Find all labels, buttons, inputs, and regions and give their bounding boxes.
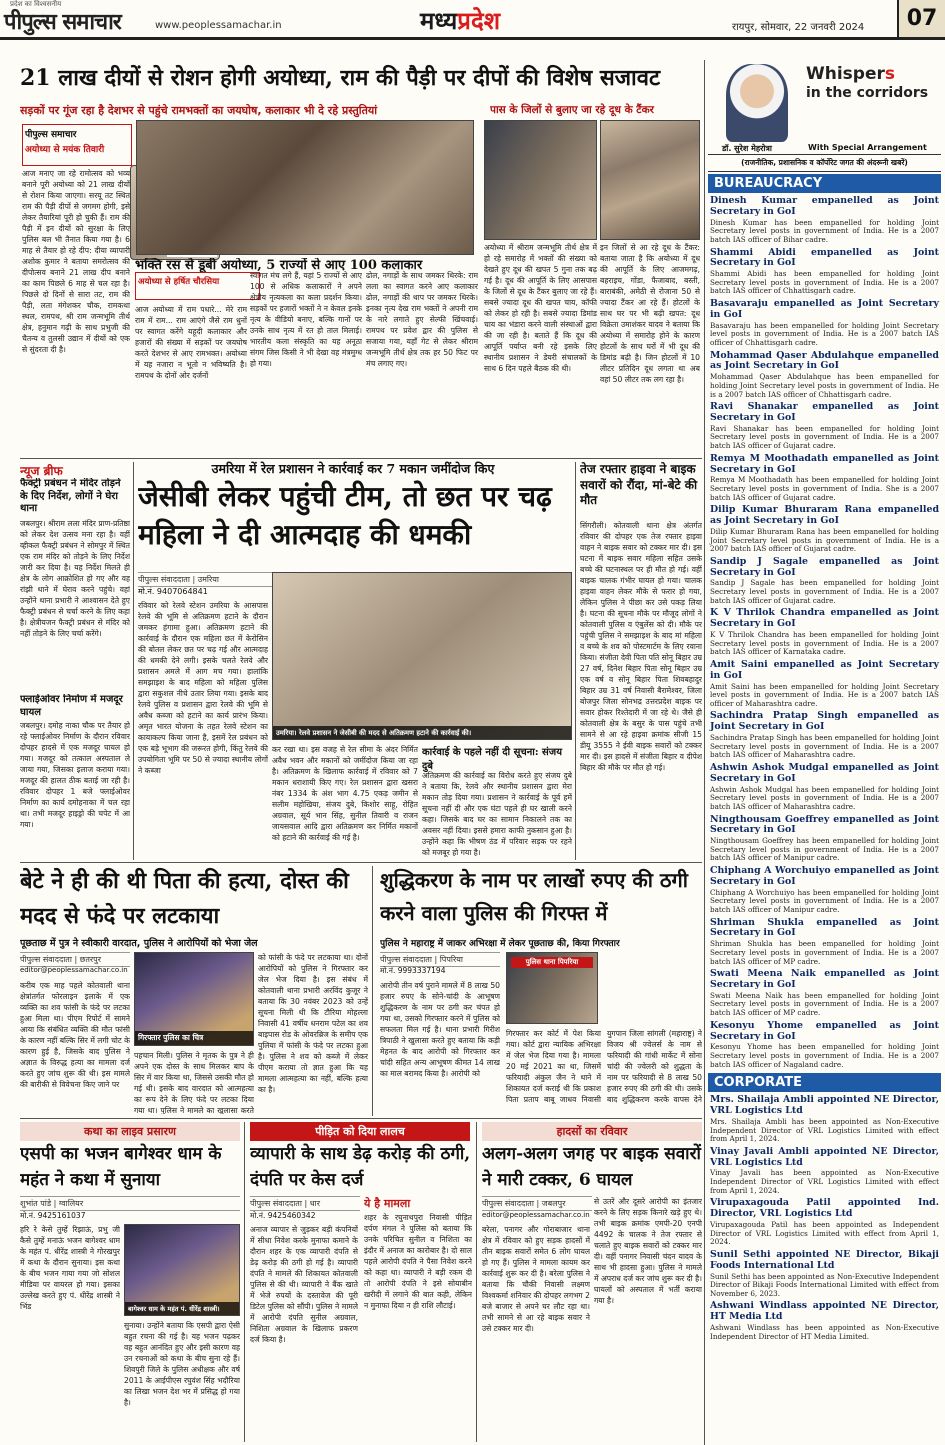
list-item[interactable] bbox=[708, 968, 941, 1020]
item-body: Ashwani Windlass has been appointed as Non-Executive Independent Director of HT Media Limited. bbox=[710, 1323, 939, 1341]
police-station-photo bbox=[506, 952, 598, 1024]
item-body: Dilip Kumar Bhuraram Rana has been empanelled for holding Joint Secretary level posts in government of India. He is a 2007 batch IAS officer of Gujarat cadre. bbox=[710, 526, 939, 554]
businessman-col-1: अनाज व्यापार से जुड़कर बड़ी कंपनियों में सीधा निवेश करके मुनाफा कमाने के दौरान शहर के एक व्यापारी दंपति से डेढ़ करोड़ की ठगी हो गई है। व्यापारी दंपति ने मामले की शिकायत कोतवाली पुलिस से की थी। व्यापारी ने बैंक खाते में भेजे रुपयों के दस्तावेज की पूरी डिटेल पुलिस को सौंपी। पुलिस ने मामले में आरोपी दंपति सुनील अग्रवाल, निशिता अग्रवाल के खिलाफ प्रकरण दर्ज किया है। bbox=[250, 1225, 358, 1344]
bike-col-1: बरेला, पनागर और गोराबाजार थाना क्षेत्र में रविवार को हुए सड़क हादसों में तीन बाइक सवारों समेत 6 लोग घायल हो गए हैं। पुलिस ने मामला कायम कर कार्रवाई शुरू कर दी है। बरेला पुलिस ने बताया कि चौकी निवासी लक्ष्मण विश्वकर्मा शनिवार की दोपहर लगभग 2 बजे बाजार से अपने घर लौट रहा था। तभी सामने से आ रहे बाइक सवार ने उसे टक्कर मार दी। bbox=[482, 1225, 590, 1333]
umaria-col-1: रविवार को रेलवे स्टेशन उमरिया के आसपास रेलवे की भूमि से अतिक्रमण हटाने के दौरान जमकर हंगामा हुआ। अतिक्रमण हटाने की कार्रवाई के दौरान एक महिला छत में केरोसिन की बोतल लेकर छत पर चढ़ गई और आत्मदाह की धमकी देने लगी। इसके चलते रेलवे और प्रशासन अमले में आग मच गया। हालांकि समझाइश के बाद महिला को महिला पुलिस द्वारा सकुशल नीचे उतार लिया गया। इसके बाद रेलवे पुलिस व प्रशासन द्वारा रेलवे की भूमि से अवैध कब्जा को हटाने का कार्य प्रारंभ किया। अमृत भारत योजना के तहत रेलवे स्टेशन का कायाकल्प किया जाना है, इसमें रेल प्रबंधन को एक बड़े भूभाग की जरूरत होगी, किंतु रेलवे की उपयोगिता भूमि पर 50 से ज्यादा स्थानीय लोगों ने कब्जा bbox=[138, 601, 268, 775]
sub-byline: अयोध्या से हर्षित चौरसिया bbox=[138, 277, 220, 287]
father-col-3: को फांसी के फंदे पर लटकाया था। दोनों आरोपियों को पुलिस ने गिरफ्तार कर जेल भेज दिया है। इस संबंध में कोतवाली थाना प्रभारी अरविंद कुजूर ने बताया कि 30 नवंबर 2023 को उन्हें सूचना मिली थी कि टौरिया मोहल्ला निवासी 41 वर्षीय धनराम पटेल का शव बाइपास रोड के ओवरब्रिज के समीप एक पुलिया में फांसी के फंदे पर लटका हुआ है। पुलिस ने शव को कब्जे में लेकर पीएम कराया तो ज्ञात हुआ कि यह मामला आत्महत्या का नहीं, बल्कि हत्या का है। bbox=[258, 953, 368, 1094]
lead-kicker-right: पास के जिलों से बुलाए जा रहे दूध के टैंकर bbox=[490, 104, 654, 116]
item-body: Shriman Shukla has been empanelled for holding Joint Secretary level posts in government of India. He is a 2007 batch IAS officer of MP cadre. bbox=[710, 939, 939, 966]
lead-headline[interactable]: 21 लाख दीयों से रोशन होगी अयोध्या, राम की पैड़ी पर दीपों की विशेष सजावट bbox=[20, 65, 661, 91]
byline-author: अयोध्या से मयंक तिवारी bbox=[25, 145, 105, 155]
page-number: 07 bbox=[897, 0, 945, 38]
item-headline[interactable]: Mrs. Shailaja Ambli appointed NE Director, VRL Logistics Ltd bbox=[710, 1094, 939, 1117]
bike-tag: हादसों का रविवार bbox=[482, 1122, 702, 1141]
item-headline[interactable]: Swati Meena Naik empanelled as Joint Secretary in GoI bbox=[710, 968, 939, 991]
fraud-place: पिपरिया bbox=[439, 955, 463, 964]
truck-body: सिंगरौली। कोतवाली थाना क्षेत्र अंतर्गत रविवार की दोपहर एक तेज रफ्तार हाइवा वाहन ने बाइक सवार को टक्कर मार दी। इस घटना में बाइक सवार महिला सहित उसके बच्चे की घटनास्थल पर ही मौत हो गई। वहीं बाइक चालक गंभीर घायल हो गया। चालक हाइवा वाहन लेकर मौके से फरार हो गया, लेकिन पुलिस ने पीछा कर उसे पकड़ लिया है। घटना की सूचना मौके पर मौजूद लोगों ने कोतवाली पुलिस व एंबुलेंस को दी। मौके पर पहुंची पुलिस ने समझाइश के बाद मां महिला व बच्चे के शव को पोस्टमार्टम के लिए रवाना किया। संजीता देवी पिता पति सोनू बिहार उम्र 27 वर्ष, दिनेश बिहार पिता सोनू बिहार उम्र एक वर्ष व सोनू बिहार पिता शिवबहादुर बिहार उम्र 31 वर्ष निवासी बैरामेश्वर, जिला बोजपुर जिला सोनभद्र उत्तरप्रदेश बाइक पर सवार होकर रिश्तेदारी में जा रहे थे। जैसे ही कोतवाली क्षेत्र के बसुर के पास पहुंचे तभी सामने से आ रहे हाइवा क्रमांक सीजी 15 डीयू 3555 ने ईवी बाइक सवारों को टक्कर मार दी। इस हादसे में संजीता बिहार व दीपेश बिहार की मौके पर मौत हो गई। bbox=[580, 521, 702, 772]
list-item[interactable] bbox=[708, 710, 941, 762]
list-item[interactable] bbox=[708, 1300, 941, 1343]
list-item[interactable] bbox=[708, 298, 941, 350]
fraud-sub: पुलिस ने महाराष्ट्र में जाकर अभिरक्षा में लेकर पूछताछ की, किया गिरफ्तार bbox=[380, 939, 620, 949]
masthead-tagline: प्रदेश का विश्वसनीय bbox=[10, 0, 62, 8]
father-col-1: करीब एक माह पहले कोतवाली थाना क्षेत्रांतर्गत फोरलाइन इलाके में एक व्यक्ति का शव फांसी के फंदे पर लटका हुआ मिला था। पीएम रिपोर्ट में सामने आया कि संबंधित व्यक्ति की मौत फांसी के कारण नहीं बल्कि सिर में लगी चोट के कारण हुई है, जिसके बाद पुलिस ने अज्ञात के विरुद्ध हत्या का मामला दर्ज करते हुए जांच शुरू की थी। इस मामले की बारीकी से विवेचना किए जाने पर bbox=[20, 981, 130, 1089]
item-headline[interactable]: Remya M Moothadath empanelled as Joint Secretary in GoI bbox=[710, 452, 939, 475]
umaria-col-2: कर रखा था। इस वजह से रेल सीमा के अंदर निर्मित अवैध भवन और मकानों को जमींदोज किया जा रहा है। अतिक्रमण के खिलाफ कार्रवाई में रविवार को 7 मकान धराशायी किए गए। रेल प्रशासन द्वारा खसरा नंबर 1334 के अंश भाग 4.75 एकड़ जमीन से सलीम महोखिया, संजय दुबे, किशोर साहू, रोहित अग्रवाल, सूर्य भान सिंह, सुनील तिवारी व राजन जायसवाल आदि द्वारा अतिक्रमण कर निर्मित मकानों को हटाने की कार्रवाई की गई है। bbox=[272, 745, 418, 842]
dhirendra-photo bbox=[124, 1224, 240, 1316]
lead-body: आज मनाए जा रहे रामोत्सव को भव्य बनाने पूरी अयोध्या को 21 लाख दीयों से रोशन किया जाएगा। सरयू तट स्थित राम की पैड़ी दीपों से जगमग होगी, इसे लेकर तैयारियां पूरी हो चुकी हैं। राम की पैड़ी में इन दीयों को सुरक्षा के लिए पुलिस बल भी तैनात किया गया है। 6 माह से तैयार हो रहे दीप: दीया व्यापारी अशोक कुमार ने बताया समरोत्सव की दीपोत्सव बनाने 21 लाख दीप बनाने का काम पिछले 6 माह से चल रहा है। पिछले दो दिनों से सारा तट, राम की पैड़ी, लता मंगेशकर चौक, रामकथा स्थल, रामपथ, श्री राम जन्मभूमि तीर्थ क्षेत्र, हनुमान गढ़ी के साथ प्रभुजी की चैतन्य व तुलसी उद्यान में दीयों को एक से सुंदरता दी है। bbox=[22, 169, 130, 354]
item-body: K V Thrilok Chandra has been empanelled for holding Joint Secretary level posts in government of India. He is a 2007 batch IAS officer of Karnataka cadre. bbox=[710, 630, 939, 657]
item-body: Ravi Shanakar has been empanelled for holding Joint Secretary level posts in government of India. He is a 2007 batch IAS officer of Gujarat cadre. bbox=[710, 423, 939, 451]
newsbrief-body-2: जबलपुर। दमोह नाका चौक पर तैयार हो रहे फ्लाईओवर निर्माण के दौरान रविवार दोपहर हादसे में एक मजदूर घायल हो गया। मजदूर को तत्काल अस्पताल ले जाया गया, जिसका इलाज कराया गया। मजदूर की हालत ठीक बताई जा रही है। रविवार दोपहर 1 बजे फ्लाईओवर निर्माण का कार्य दमोहनाका में चल रहा था। तभी मजदूर हाइड्रो की चपेट में आ गया। bbox=[20, 721, 130, 829]
whispers-column bbox=[708, 60, 941, 1445]
special-arrangement: With Special Arrangement bbox=[808, 143, 927, 152]
corporate-list bbox=[708, 1094, 941, 1343]
item-headline[interactable]: Ravi Shanakar empanelled as Joint Secretary in GoI bbox=[710, 401, 939, 423]
katha-col-1: हरि रे केसे तुम्हें रिझाऊं, प्रभु जी कैसे तुम्हें मनाऊं भजन बागेश्वर धाम के महंत पं. धीरेंद्र शास्त्री ने गोरखपुर में कथा के दौरान सुनाया। इस कथा के बीच भजन गाया गया जो सोशल मीडिया पर वायरल हो गया। इसका उल्लेख करते हुए पं. धीरेंद्र शास्त्री ने भिंड bbox=[20, 1225, 120, 1311]
item-headline[interactable]: Ashwani Windlass appointed NE Director, HT Media Ltd bbox=[710, 1300, 939, 1323]
byline-brand: पीपुल्स समाचार bbox=[25, 130, 77, 140]
lead-sub-body-1: आज अयोध्या में राम पधारे... मेरे राम राम में राम... राम आएंगे जैसे राम धुनों पर स्वागत करेंगे यहूदी कलाकार और हजारों की संख्या में सड़कों पर जयघोष करते देशभर से आए रामभक्त। अयोध्या में यह नजारा न भूतो न भविष्यति है। रामपथ के दोनों ओर दर्जनों bbox=[135, 305, 247, 380]
item-body: Chiphang A Worchuiyo has been empanelled for holding Joint Secretary level posts in government of India. He is a 2007 batch IAS officer of Manipur cadre. bbox=[710, 887, 939, 915]
list-item[interactable] bbox=[708, 453, 941, 505]
father-email: editor@peoplessamachar.co.in bbox=[20, 966, 128, 974]
item-body: Swati Meena Naik has been empanelled for holding Joint Secretary level posts in government of India. He is a 2007 batch IAS officer of MP cadre. bbox=[710, 990, 939, 1018]
section-title-part-a: मध्य bbox=[420, 6, 458, 35]
list-item[interactable] bbox=[708, 1249, 941, 1301]
whispers-title-a: Whisper bbox=[806, 64, 885, 84]
section-title-part-b: प्रदेश bbox=[457, 6, 501, 35]
whispers-note: (राजनीतिक, प्रशासनिक व कॉर्पोरेट जगत की अंदरूनी खबरें) bbox=[708, 155, 941, 172]
katha-tag: कथा का लाइव प्रसारण bbox=[20, 1122, 240, 1141]
umaria-box-body: अतिक्रमण की कार्रवाई का विरोध करते हुए संजय दुबे ने बताया कि, रेलवे और स्थानीय प्रशासन द्वारा मेरा मकान तोड़ दिया गया। प्रशासन ने कार्रवाई के पूर्व हमें सूचना नहीं दी और एक घंटा पहले ही घर खाली करने कहा। जिसके बाद घर का सामान निकालने तक का अवसर नहीं दिया। इससे हमारा काफी नुकसान हुआ है। उन्होंने कहा कि भीषण ठंड में परिवार सड़क पर रहने को मजबूर हो गया है। bbox=[422, 771, 572, 857]
lead-sub-body-2: स्वागत मंच लगे हैं, यहां 5 राज्यों से आए 100 से अधिक कलाकारों ने अपने क्षेत्रीय नृत्यकला का कला प्रदर्शन किया। सड़कों पर हजारों भक्तों ने न केवल इनके नृत्य के वीडियो बनाए, बल्कि गानों पर उनके साथ नृत्य में रत हो ताल मिलाई। भारतीय कला संस्कृति का यह अनूठा संगम जिस किसी ने भी देखा वह मंत्रमुग्ध हो गया। bbox=[250, 271, 362, 368]
corporate-label: CORPORATE bbox=[708, 1073, 941, 1092]
businessman-tag: पीड़ित को दिया लालच bbox=[250, 1122, 470, 1141]
demolition-photo bbox=[272, 572, 572, 740]
umaria-place: उमरिया bbox=[197, 575, 219, 584]
milk-photo-1 bbox=[484, 120, 597, 240]
section-title bbox=[420, 4, 500, 37]
columnist-name: डॉ. सुरेश मेहरोत्रा bbox=[722, 144, 772, 153]
whispers-title-c: in the corridors bbox=[806, 84, 929, 101]
katha-reporter: शुभांत पांडे bbox=[20, 1199, 52, 1208]
umaria-phone: मो.नं. 9407064841 bbox=[138, 587, 208, 596]
divider-v4 bbox=[244, 1122, 245, 1442]
bike-reporter: पीपुल्स संवाददाता bbox=[482, 1199, 534, 1208]
katha-place: ग्वालियर bbox=[58, 1199, 84, 1208]
item-headline[interactable]: K V Thrilok Chandra empanelled as Joint Secretary in GoI bbox=[710, 607, 939, 630]
whispers-title bbox=[806, 66, 928, 102]
father-place: छतरपुर bbox=[79, 955, 101, 964]
item-headline[interactable]: Ashwin Ashok Mudgal empanelled as Joint Secretary in GoI bbox=[710, 762, 939, 784]
item-body: Basavaraju has been empanelled for holding Joint Secretary level posts in government of India. He is a 2007 batch IAS officer of Chhattisgarh cadre. bbox=[710, 320, 939, 347]
divider-v1 bbox=[133, 462, 134, 860]
umaria-box-headline[interactable]: कार्रवाई के पहले नहीं दी सूचना: संजय दुबे bbox=[422, 747, 563, 772]
list-item[interactable] bbox=[708, 607, 941, 659]
item-headline[interactable]: Dinesh Kumar empanelled as Joint Secretary in GoI bbox=[710, 195, 939, 217]
umaria-kicker: उमरिया में रेल प्रशासन ने कार्रवाई कर 7 मकान जमींदोज किए bbox=[211, 461, 495, 476]
item-headline[interactable]: Basavaraju empanelled as Joint Secretary in GoI bbox=[710, 298, 939, 320]
item-body: Sunil Sethi has been appointed as Non-Executive Independent Director of Bikaji Foods International Limited with effect from November 6, 2023. bbox=[710, 1271, 939, 1298]
newsbrief-headline-1[interactable]: फैक्ट्री प्रबंधन ने मंदिर तोड़ने के दिए निर्देश, लोगों ने घेरा थाना bbox=[20, 478, 121, 514]
list-item[interactable] bbox=[708, 1146, 941, 1198]
newsbrief-headline-2[interactable]: फ्लाईओवर निर्माण में मजदूर घायल bbox=[20, 694, 123, 718]
item-headline[interactable]: Mohammad Qaser Abdulahque empanelled as Joint Secretary in GoI bbox=[710, 349, 939, 372]
station-sign: पुलिस थाना पिपरिया bbox=[511, 957, 593, 968]
father-byline: पीपुल्स संवाददाता | छतरपुर bbox=[20, 952, 130, 967]
businessman-place: धार bbox=[309, 1199, 320, 1208]
item-headline[interactable]: Dilip Kumar Bhuraram Rana empanelled as Joint Secretary in GoI bbox=[710, 504, 939, 527]
item-headline[interactable]: Amit Saini empanelled as Joint Secretary in GoI bbox=[710, 658, 939, 681]
truck-headline[interactable]: तेज रफ्तार हाइवा ने बाइक सवारों को रौंदा, मां-बेटे की मौत bbox=[580, 462, 698, 508]
katha-headline[interactable]: एसपी का भजन बागेश्वर धाम के महंत ने कथा में सुनाया bbox=[20, 1144, 222, 1190]
item-headline[interactable]: Sandip J Sagale empanelled as Joint Secretary in GoI bbox=[710, 555, 939, 578]
businessman-byline: पीपुल्स संवाददाता | धार bbox=[250, 1196, 360, 1211]
item-body: Kesonyu Yhome has been empanelled for holding Joint Secretary level posts in government of India. He is a 2007 batch IAS officer of Nagaland cadre. bbox=[710, 1042, 939, 1069]
newsbrief-body-1: जबलपुर। श्रीराम लला मंदिर प्राण-प्रतिष्ठा को लेकर देश उत्सव मना रहा है। वहीं व्हीकल फैक्ट्री प्रबंधन ने सोमपुर में स्थित एक राम मंदिर को तोड़ने के लिए निर्देश जारी कर दिया है। यह निर्देश मिलते ही क्षेत्र के लोग आक्रोशित हो गए और वह रांझी थाने में घेराव करने पहुंचे। वहां उन्होंने थाना प्रभारी ने आश्वासन देते हुए फैक्ट्री प्रबंधन से चर्चा करने के लिए कहा है। क्षेत्रीयजन फैक्ट्री प्रबंधन से मंदिर को नहीं तोड़ने के लिए चर्चा करेंगे। bbox=[20, 519, 130, 638]
bike-email: editor@peoplessamachar.co.in bbox=[482, 1211, 590, 1219]
list-item[interactable] bbox=[708, 556, 941, 608]
arrest-photo-caption: गिरफ्तार पुलिस का चित्र bbox=[135, 1031, 253, 1045]
whispers-header bbox=[708, 60, 941, 155]
item-body: Shammi Abidi has been empanelled for holding Joint Secretary level posts in government of India. He is a 2007 batch IAS officer of Chhattisgarh cadre. bbox=[710, 269, 939, 296]
fraud-headline[interactable]: शुद्धिकरण के नाम पर लाखों रुपए की ठगी करने वाला पुलिस की गिरफ्त में bbox=[380, 868, 688, 925]
dhirendra-caption: बागेश्वर धाम के महंत पं. धीरेंद्र शास्त्री। bbox=[125, 1302, 239, 1315]
lead-byline bbox=[22, 124, 132, 166]
list-item[interactable] bbox=[708, 247, 941, 299]
fraud-byline: पीपुल्स संवाददाता | पिपरिया bbox=[380, 952, 500, 967]
businessman-box-body: शहर के रघुनाथपुरा निवासी पीड़ित दर्पण मंगल ने पुलिस को बताया कि उनके परिचित सुनील व निशिता का इंदौर में अनाज का कारोबार है। दो साल पहले आरोपी दंपति ने पैसा निवेश करने को कहा था। व्यापारी ने बड़ी रकम दी तो आरोपी दंपति ने इसे सोयाबीन खरीदी में लगाने की बात कही, लेकिन न मुनाफा दिया न ही राशि लौटाई। bbox=[364, 1213, 472, 1310]
police-arrest-photo bbox=[134, 952, 254, 1046]
list-item[interactable] bbox=[708, 762, 941, 814]
list-item[interactable] bbox=[708, 1094, 941, 1146]
divider-v3 bbox=[372, 866, 373, 1116]
item-headline[interactable]: Chiphang A Worchuiyo empanelled as Joint Secretary in GoI bbox=[710, 865, 939, 887]
fraud-col-2: गिरफ्तार कर कोर्ट में पेश किया गया। कोर्ट द्वारा न्यायिक अभिरक्षा में जेल भेज दिया गया है। मामला 20 मई 2021 का था, जिसमें फरियादी अंकुल जैन ने थाने में शिकायत दर्ज कराई थी कि प्रकाश पिता प्रताप बाबू जाधव निवासी युगपान जिला सांगली (महाराष्ट्र) ने विजय श्री ज्वेलर्स के नाम से फरियादी की गांधी मार्केट में सोना चांदी की ज्वेलरी को शुद्धता के नाम पर फरियादी से 8 लाख 50 हजार रुपए की ठगी की थी। उसके बाद शुद्धिकरण करके वापस देने bbox=[506, 1029, 702, 1104]
item-headline[interactable]: Kesonyu Yhome empanelled as Joint Secretary in GoI bbox=[710, 1019, 939, 1042]
milk-body-2: इन जिलों से आ रहे दूध के टैंकर: बताया जाता है कि अयोध्या में दूध की आपूर्ति के लिए आजमगढ़, बहराइच, गोंडा, फैजाबाद, बस्ती, बाराबंकी, अमेठी से रोजाना 50 से ज्यादा टैंकर आ रहे हैं। होटलों के साथ घर पर भी बढ़ी खपत: दूध विक्रेता उमाशंकर यादव ने बताया कि अयोध्या में समारोह होने के कारण होटलों के साथ घरों में भी दूध की डिमांड बढ़ी है। जिन होटलों में 10 लीटर प्रतिदिन दूध लगता था अब वहां 50 लीटर तक लग रहा है। bbox=[600, 243, 700, 384]
businessman-box-headline: ये है मामला bbox=[364, 1197, 411, 1210]
father-sub: पूछताछ में पुत्र ने स्वीकारी वारदात, पुलिस ने आरोपियों को भेजा जेल bbox=[20, 938, 258, 949]
fraud-phone: मो.नं. 9993337194 bbox=[380, 966, 446, 975]
item-body: Mrs. Shailaja Ambli has been appointed as Non-Executive Independent Director of VRL Logistics Limited with effect from April 1, 2024. bbox=[710, 1116, 939, 1144]
divider-right bbox=[704, 60, 705, 1445]
fraud-col-1: आरोपी तीन वर्ष पुराने मामले में 8 लाख 50 हजार रुपए के सोने-चांदी के आभूषण शुद्धिकरण के नाम पर ठगी कर चंपत हो गया था, उसको गिरफ्तार करने में पुलिस को सफलता मिल गई है। थाना प्रभारी गिरीश त्रिपाठी ने खुलासा करते हुए बताया कि कड़ी मेहनत के बाद आरोपी को गिरफ्तार कर चांदी सहित अन्य आभूषण कीमत 14 लाख का माल बरामद किया है। आरोपी को bbox=[380, 981, 500, 1078]
list-item[interactable] bbox=[708, 1197, 941, 1249]
item-headline[interactable]: Sachindra Pratap Singh empanelled as Joint Secretary in GoI bbox=[710, 710, 939, 733]
bike-byline: पीपुल्स संवाददाता | जबलपुर bbox=[482, 1196, 592, 1211]
bike-col-2: से उतरें और दूसरे आरोपी का इंतजार करने के लिए सड़क किनारे खड़े हुए थे। तभी बाइक क्रमांक एमपी-20 एनपी 4492 के चालक ने तेज रफ्तार से चलाते हुए बाइक सवारों को टक्कर मार दी। वहीं पनागर निवासी चंदन यादव के साथ भी हादसा हुआ। पुलिस ने मामले में अपराध दर्ज कर जांच शुरू कर दी है। घायलों को अस्पताल में भर्ती कराया गया है। bbox=[594, 1197, 702, 1305]
milk-body: अयोध्या में श्रीराम जन्मभूमि तीर्थ क्षेत्र में हो रहे समारोह में भक्तों की संख्या को देखते हुए दूध की खपत 5 गुना तक बढ़ गई है। दूध की आपूर्ति के लिए आसपास के जिलों से दूध के टैंकर बुलाए जा रहे हैं। सबसे ज्यादा दूध की खपत चाय, कॉफी को लेकर हो रही है। सबसे ज्यादा डिमांड चाय का भंडारा करने वाली संस्थाओं द्वारा की जा रही है। बताते हैं कि दूध की आपूर्ति पर्याप्त बनी रहे इसके लिए स्थानीय प्रशासन ने डेयरी संचालकों के साथ 6 दिन पहले बैठक की थी। bbox=[484, 243, 597, 373]
list-item[interactable] bbox=[708, 659, 941, 711]
divider-1 bbox=[20, 458, 702, 459]
item-body: Virupaxagouda Patil has been appointed as Independent Director of VRL Logistics Limited with effect from April 1, 2024. bbox=[710, 1220, 939, 1247]
item-body: Vinay Javali has been appointed as Non-Executive Independent Director of VRL Logistics Limited with effect from April 1, 2024. bbox=[710, 1168, 939, 1195]
umaria-headline[interactable]: जेसीबी लेकर पहुंची टीम, तो छत पर चढ़ महिला ने दी आत्मदाह की धमकी bbox=[138, 480, 552, 551]
divider-v2 bbox=[575, 462, 576, 860]
edition-date: रायपुर, सोमवार, 22 जनवरी 2024 bbox=[732, 22, 865, 33]
item-body: Ningthousam Goeffrey has been empanelled for holding Joint Secretary level posts in government of India. He is a 2007 batch IAS officer of Manipur cadre. bbox=[710, 836, 939, 863]
milk-photo-2 bbox=[600, 120, 700, 240]
fraud-col-2-spacer bbox=[602, 952, 702, 1026]
item-body: Remya M Moothadath has been empanelled for holding Joint Secretary level posts in government of India. She is a 2007 batch IAS officer of Gujarat cadre. bbox=[710, 475, 939, 502]
fraud-reporter: पीपुल्स संवाददाता bbox=[380, 955, 432, 964]
lead-sub-body-3: ढोल, नगाड़ों के साथ जमकर थिरके: राम लला का स्वागत करने आए कलाकार ढोल, नगाड़ों की थाप पर जमकर थिरके। इनका नृत्य देख राम भक्तों ने अपनी राम के नारे लगाते हुए सेल्फी खिंचवाई। रामपथ पर प्रवेश द्वार की पुलिस से सजाया गया, यहाँ गेट से लेकर श्रीराम जन्मभूमि तीर्थ क्षेत्र तक हर 50 फिट पर मंच लगाए गए। bbox=[366, 271, 478, 368]
list-item[interactable] bbox=[708, 195, 941, 247]
divider-v5 bbox=[476, 1122, 477, 1442]
katha-col-2: सुनाया। उन्होंने बताया कि एसपी द्वारा ऐसी बहुत रचना की गई है। यह भजन पढ़कर वह बहुत आनंदित हुए और इसी कारण वह उन रचनाओं को कथा के बीच सुना रहे हैं। शिवपुरी जिले के पुलिस अधीक्षक और वर्ष 2011 के आईपीएस रघुवंश सिंह भदौरिया का लिखा भजन देश भर में प्रसिद्ध हो गया है। bbox=[124, 1321, 240, 1407]
list-item[interactable] bbox=[708, 1020, 941, 1072]
katha-byline: शुभांत पांडे | ग्वालियर bbox=[20, 1196, 240, 1211]
item-headline[interactable]: Shammi Abidi empanelled as Joint Secretary in GoI bbox=[710, 246, 939, 269]
whispers-title-b: s bbox=[884, 64, 896, 84]
item-headline[interactable]: Virupaxagouda Patil appointed Ind. Director, VRL Logistics Ltd bbox=[710, 1197, 939, 1220]
item-body: Sachindra Pratap Singh has been empanelled for holding Joint Secretary level posts in government of India. He is a 2007 batch IAS officer of Maharashtra cadre. bbox=[710, 733, 939, 760]
list-item[interactable] bbox=[708, 401, 941, 453]
bureaucracy-label: BUREAUCRACY bbox=[708, 174, 941, 193]
item-body: Dinesh Kumar has been empanelled for holding Joint Secretary level posts in government of India. He is a 2007 batch IAS officer of Bihar cadre. bbox=[710, 217, 939, 244]
list-item[interactable] bbox=[708, 814, 941, 866]
item-body: Amit Saini has been empanelled for holding Joint Secretary level posts in government of India. He is a 2007 batch IAS officer of Maharashtra cadre. bbox=[710, 681, 939, 708]
item-body: Sandip J Sagale has been empanelled for holding Joint Secretary level posts in government of India. He is a 2007 batch IAS officer of Gujarat cadre. bbox=[710, 578, 939, 605]
item-body: Mohammad Qaser Abdulahque has been empanelled for holding Joint Secretary level posts in government of India. He is a 2007 batch IAS officer of Chhattisgarh cadre. bbox=[710, 372, 939, 399]
father-reporter: पीपुल्स संवाददाता bbox=[20, 955, 72, 964]
bike-place: जबलपुर bbox=[541, 1199, 566, 1208]
father-headline[interactable]: बेटे ने ही की थी पिता की हत्या, दोस्त की मदद से फंदे पर लटकाया bbox=[20, 868, 349, 930]
businessman-headline[interactable]: व्यापारी के साथ डेढ़ करोड़ की ठगी, दंपति पर केस दर्ज bbox=[250, 1144, 471, 1190]
bureaucracy-list bbox=[708, 195, 941, 1071]
list-item[interactable] bbox=[708, 504, 941, 556]
crowd-photo bbox=[136, 120, 474, 255]
divider-3 bbox=[20, 1118, 702, 1119]
website-url[interactable]: www.peoplessamachar.in bbox=[155, 20, 282, 31]
lead-sub-byline-box bbox=[135, 272, 260, 300]
item-headline[interactable]: Ningthousam Goeffrey empanelled as Joint Secretary in GoI bbox=[710, 813, 939, 836]
katha-phone: मो.नं. 9425161037 bbox=[20, 1211, 86, 1220]
father-col-2: पहचान मिली। पुलिस ने मृतक के पुत्र ने ही अपने एक दोस्त के साथ मिलकर बाप के सिर में वार किया था, जिससे उसकी मौत हो गई थी। इसके बाद वारदात को आत्महत्या का रूप देने के लिए फंदे पर लटका दिया गया था। पुलिस ने मामले का खुलासा करते bbox=[134, 1051, 254, 1114]
list-item[interactable] bbox=[708, 865, 941, 917]
demolition-photo-caption: उमरिया। रेलवे प्रशासन ने जेसीबी की मदद से अतिक्रमण हटाने की कार्रवाई की। bbox=[273, 726, 571, 739]
bike-headline[interactable]: अलग-अलग जगह पर बाइक सवारों ने मारी टक्कर, 6 घायल bbox=[482, 1144, 701, 1190]
newsbrief-label: न्यूज ब्रीफ bbox=[20, 464, 63, 478]
umaria-reporter: पीपुल्स संवाददाता bbox=[138, 575, 190, 584]
item-headline[interactable]: Shriman Shukla empanelled as Joint Secretary in GoI bbox=[710, 916, 939, 939]
item-body: Ashwin Ashok Mudgal has been empanelled for holding Joint Secretary level posts in government of India. He is a 2007 batch IAS officer of Maharashtra cadre. bbox=[710, 784, 939, 811]
lead-sub-headline[interactable]: भक्ति रस से डूबी अयोध्या, 5 राज्यों से आए 100 कलाकार bbox=[135, 258, 423, 273]
newspaper-logo[interactable]: पीपुल्स समाचार bbox=[4, 10, 121, 35]
businessman-phone: मो.नं. 9425460342 bbox=[250, 1211, 316, 1220]
columnist-portrait bbox=[726, 64, 788, 142]
lead-kicker-left: सड़कों पर गूंज रहा है देशभर से पहुंचे रामभक्तों का जयघोष, कलाकार भी दे रहे प्रस्तुतियां bbox=[20, 104, 378, 117]
businessman-reporter: पीपुल्स संवाददाता bbox=[250, 1199, 302, 1208]
divider-2 bbox=[20, 862, 702, 863]
list-item[interactable] bbox=[708, 917, 941, 969]
umaria-byline: पीपुल्स संवाददाता | उमरिया bbox=[138, 572, 288, 587]
item-headline[interactable]: Sunil Sethi appointed NE Director, Bikaji Foods International Ltd bbox=[710, 1248, 939, 1271]
item-headline[interactable]: Vinay Javali Ambli appointed NE Director, VRL Logistics Ltd bbox=[710, 1145, 939, 1168]
list-item[interactable] bbox=[708, 350, 941, 402]
masthead bbox=[0, 0, 945, 40]
